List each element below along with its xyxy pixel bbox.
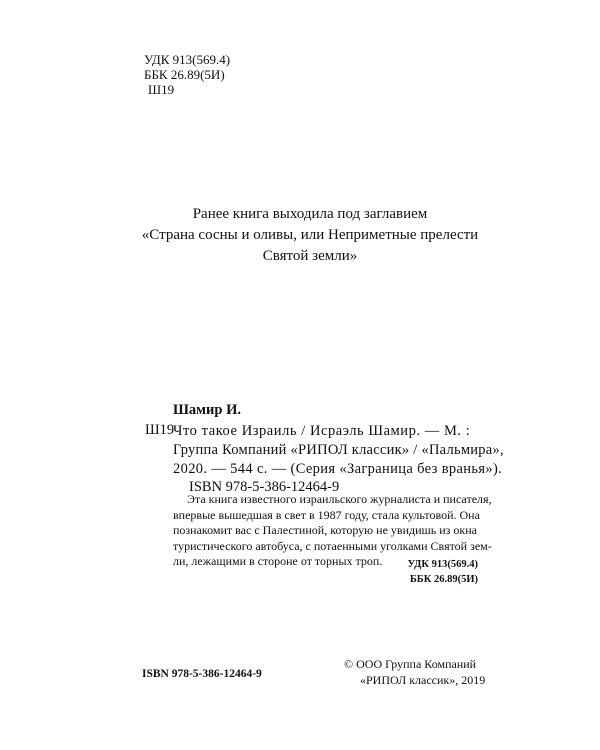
copyright-line: © ООО Группа Компаний: [344, 657, 477, 671]
annotation-line: познакомит вас с Палестиной, которую не увидишь из окна: [173, 523, 477, 537]
bbk-code: ББК 26.89(5И): [144, 67, 225, 82]
annotation-line: впервые вышедшая в свет в 1987 году, стала культовой. Она: [173, 507, 480, 522]
bottom-classification-codes: [408, 557, 478, 587]
annotation-line: Эта книга известного израильского журналиста и писателя,: [187, 492, 492, 506]
biblio-line: 2020. — 544 с. — (Серия «Заграница без вранья»).: [173, 461, 503, 477]
bibliographic-description: [173, 422, 504, 479]
catalog-isbn: ISBN 978-5-386-12464-9: [189, 479, 340, 495]
previous-title-note: [100, 204, 520, 267]
bottom-bbk-code: ББК 26.89(5И): [409, 574, 478, 585]
author-mark: Ш19: [148, 82, 175, 97]
biblio-line: Что такое Израиль / Исраэль Шамир. — М. :: [173, 423, 471, 439]
annotation-line: туристического автобуса, с потаенными уголками Святой зем-: [173, 538, 492, 553]
annotation-line: ли, лежащими в стороне от торных троп.: [173, 554, 383, 568]
copyright: [344, 656, 485, 688]
catalog-author: Шамир И.: [173, 402, 241, 418]
footer-isbn: ISBN 978-5-386-12464-9: [142, 668, 262, 680]
biblio-line: Группа Компаний «РИПОЛ классик» / «Пальмира»,: [173, 442, 504, 458]
copyright-line: «РИПОЛ классик», 2019: [360, 673, 486, 687]
classification-codes: [144, 52, 230, 97]
udk-code: УДК 913(569.4): [144, 52, 231, 67]
catalog-author-mark: Ш19: [145, 422, 175, 438]
bottom-udk-code: УДК 913(569.4): [407, 559, 478, 570]
previous-title-line: «Страна сосны и оливы, или Неприметные прелести: [141, 227, 479, 243]
previous-title-line: Ранее книга выходила под заглавием: [192, 206, 428, 222]
previous-title-line: Святой земли»: [262, 248, 358, 264]
